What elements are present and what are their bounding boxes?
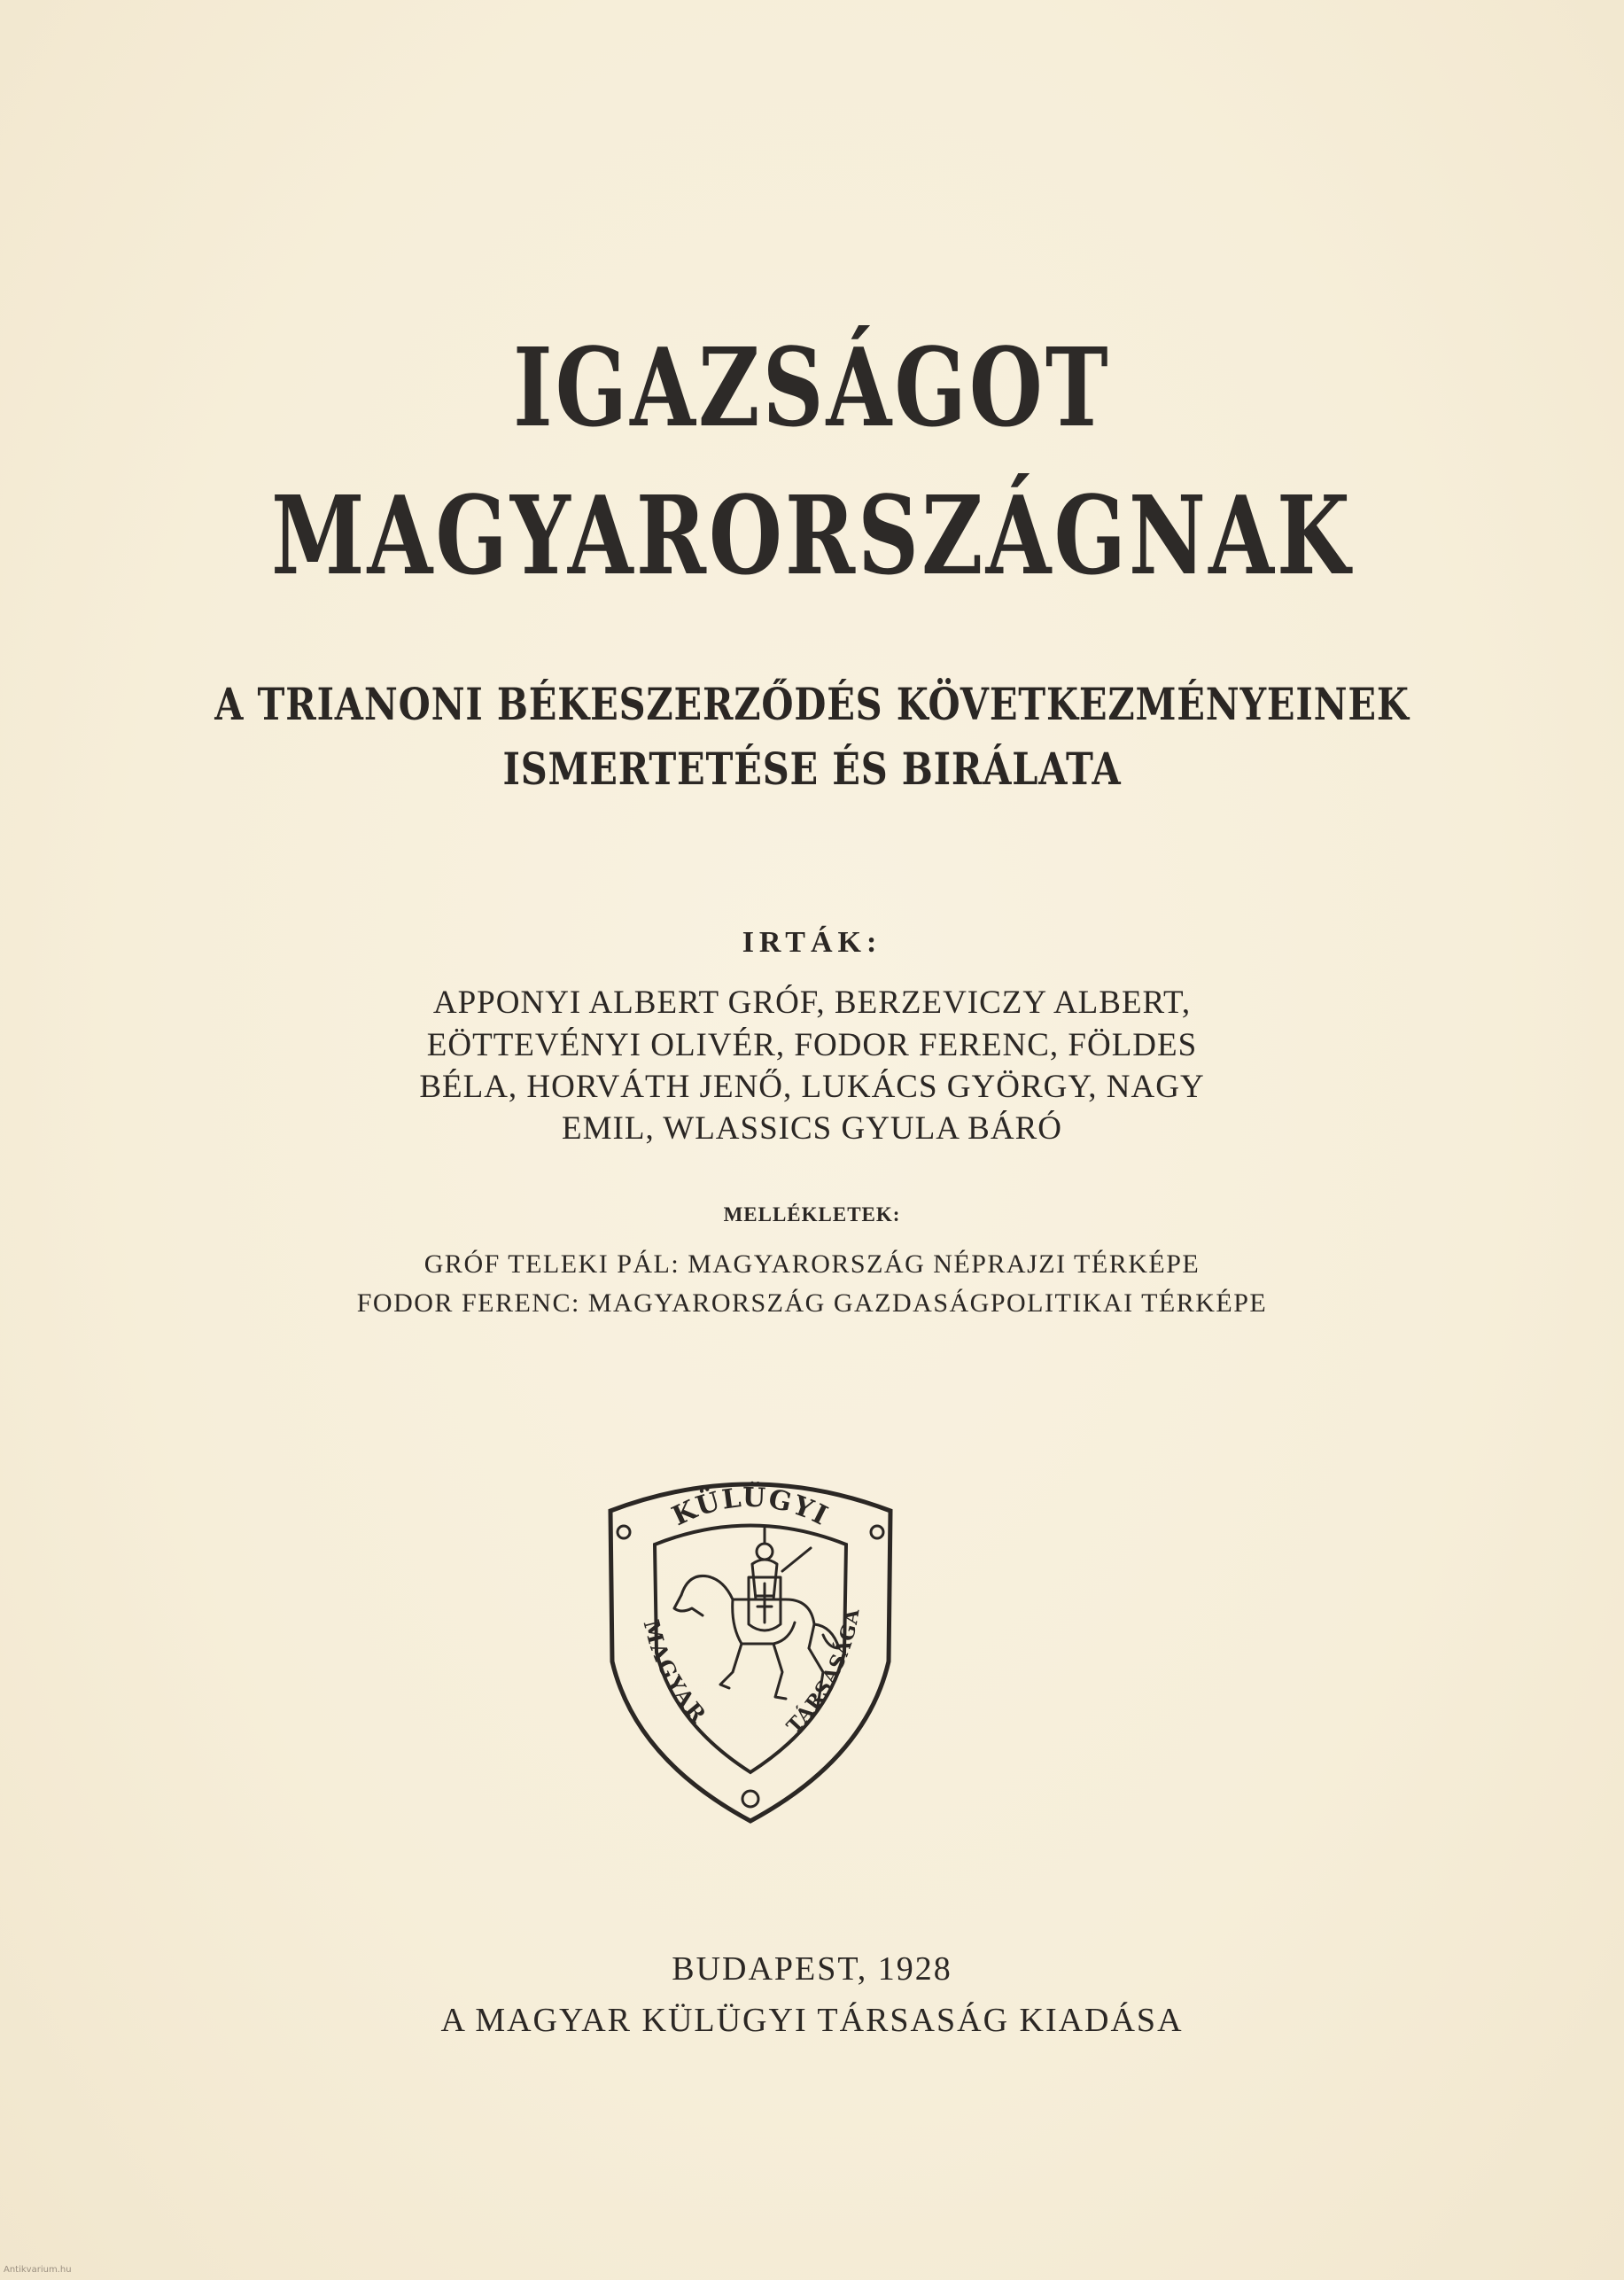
attachments-line-2: FODOR FERENC: MAGYARORSZÁG GAZDASÁGPOLITIKAI TÉRKÉPE [356,1288,1268,1318]
book-title-line-2: MAGYARORSZÁGNAK [271,471,1353,599]
subtitle-line-2: ISMERTETÉSE ÉS BIRÁLATA [502,743,1122,795]
imprint-place-year: BUDAPEST, 1928 [672,1950,952,1988]
seal-top-text: KÜLÜGYI [667,1482,835,1533]
authors-label: IRTÁK: [742,926,882,959]
book-title-line-1: IGAZSÁGOT [513,323,1111,451]
attachments-line-1: GRÓF TELEKI PÁL: MAGYARORSZÁG NÉPRAJZI TÉRKÉPE [423,1249,1201,1279]
authors-line-4: EMIL, WLASSICS GYULA BÁRÓ [562,1110,1062,1147]
attachments-label: MELLÉKLETEK: [723,1203,901,1226]
authors-line-3: BÉLA, HORVÁTH JENŐ, LUKÁCS GYÖRGY, NAGY [419,1069,1205,1105]
svg-text:MAGYAR [639,1617,713,1729]
knight-on-horse-icon [674,1529,839,1706]
authors-line-2: EÖTTEVÉNYI OLIVÉR, FODOR FERENC, FÖLDES [426,1027,1198,1063]
seal-left-text: MAGYAR [638,1616,713,1729]
footer-watermark: Antikvarium.hu [4,2265,72,2275]
society-seal-icon [600,1467,901,1828]
subtitle-line-1: A TRIANONI BÉKESZERZŐDÉS KÖVETKEZMÉNYEINEK [214,678,1410,730]
seal-right-text: TÁRSASÁGA [782,1606,865,1739]
authors-line-1: APPONYI ALBERT GRÓF, BERZEVICZY ALBERT, [432,984,1192,1021]
imprint-publisher: A MAGYAR KÜLÜGYI TÁRSASÁG KIADÁSA [440,2002,1184,2039]
